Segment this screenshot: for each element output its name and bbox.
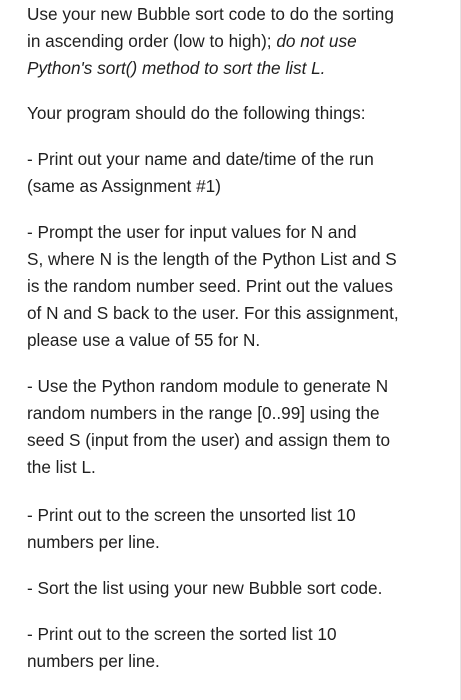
intro-paragraph [27, 1, 439, 82]
requirement-print-name [27, 146, 439, 200]
requirement-print-name-line-2: (same as Assignment #1) [27, 176, 221, 196]
requirement-prompt-line-2: S, where N is the length of the Python List and S [27, 249, 397, 269]
intro-line-2-italic: do not use [276, 31, 357, 51]
requirement-print-name-line-1: - Print out your name and date/time of the run [27, 149, 374, 169]
requirement-random-line-2: random numbers in the range [0..99] using the [27, 403, 380, 423]
requirement-unsorted-line-1: - Print out to the screen the unsorted list 10 [27, 505, 356, 525]
requirement-random-module [27, 373, 439, 481]
intro-line-2 [27, 28, 439, 55]
intro-line-1: Use your new Bubble sort code to do the sorting [27, 4, 394, 24]
requirement-sorted-line-1: - Print out to the screen the sorted list 10 [27, 624, 337, 644]
requirement-random-line-1: - Use the Python random module to generate N [27, 376, 389, 396]
requirement-prompt-inputs [27, 219, 439, 354]
requirement-sort-list [27, 575, 439, 602]
requirement-random-line-3: seed S (input from the user) and assign them to [27, 430, 391, 450]
requirement-print-unsorted [27, 502, 439, 556]
requirement-unsorted-line-2: numbers per line. [27, 532, 160, 552]
requirement-prompt-line-5: please use a value of 55 for N. [27, 330, 261, 350]
requirement-prompt-line-3: is the random number seed. Print out the values [27, 276, 393, 296]
requirements-heading [27, 100, 439, 127]
requirement-prompt-line-4: of N and S back to the user. For this assignment, [27, 303, 399, 323]
intro-line-3-italic: Python's sort() method to sort the list L. [27, 58, 326, 78]
requirements-heading-text: Your program should do the following things: [27, 103, 366, 123]
intro-line-2-normal: in ascending order (low to high); [27, 31, 277, 51]
requirement-sort-line-1: - Sort the list using your new Bubble sort code. [27, 578, 383, 598]
requirement-print-sorted [27, 621, 439, 675]
requirement-prompt-line-1: - Prompt the user for input values for N and [27, 222, 357, 242]
requirement-random-line-4: the list L. [27, 457, 96, 477]
requirement-sorted-line-2: numbers per line. [27, 651, 160, 671]
